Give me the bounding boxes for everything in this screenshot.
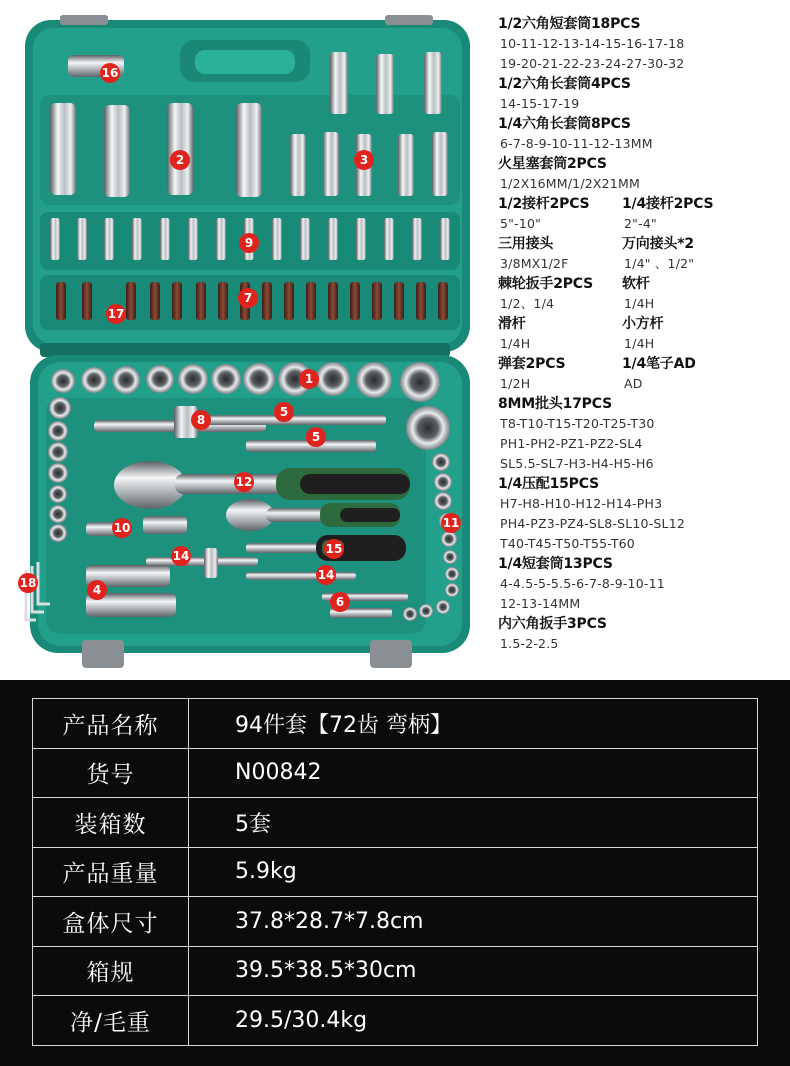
spec-line: 6-7-8-9-10-11-12-13MM <box>500 136 653 151</box>
info-row <box>33 996 758 1046</box>
info-label: 产品名称 <box>33 699 189 749</box>
spec-title: 1/4短套筒13PCS <box>498 556 613 572</box>
spec-line: 1/4H <box>624 336 655 351</box>
callout-number: 5 <box>311 430 321 444</box>
callout-14 <box>316 565 336 585</box>
spec-line: 14-15-17-19 <box>500 96 580 111</box>
spec-title: 万向接头*2 <box>622 236 694 252</box>
info-row <box>33 699 758 749</box>
spec-title: 内六角扳手3PCS <box>498 616 607 632</box>
spec-line: 10-11-12-13-14-15-16-17-18 <box>500 36 685 51</box>
spec-block <box>498 234 786 274</box>
spec-block <box>498 394 786 474</box>
callout-2 <box>170 150 190 170</box>
spec-block <box>498 474 786 554</box>
info-label: 装箱数 <box>33 798 189 848</box>
callout-number: 14 <box>317 568 335 582</box>
spec-block <box>498 554 786 614</box>
spec-title: 1/4笔子AD <box>622 356 696 372</box>
info-label: 产品重量 <box>33 847 189 897</box>
spec-line: 1/4H <box>500 336 531 351</box>
spec-line: 4-4.5-5-5.5-6-7-8-9-10-11 <box>500 576 665 591</box>
spec-line: 1/4" 、1/2" <box>624 256 695 271</box>
spec-line: 1/2X16MM/1/2X21MM <box>500 176 640 191</box>
callout-number: 10 <box>113 521 131 535</box>
info-value: N00842 <box>189 748 758 798</box>
callout-17 <box>106 304 126 324</box>
product-info-table <box>32 698 758 1046</box>
info-row <box>33 897 758 947</box>
callout-number: 9 <box>244 236 254 250</box>
spec-block <box>498 154 786 194</box>
spec-line: 2"-4" <box>624 216 657 231</box>
spec-list <box>498 14 786 654</box>
spec-line: H7-H8-H10-H12-H14-PH3 <box>500 496 663 511</box>
spec-block <box>498 74 786 114</box>
callout-number: 6 <box>335 595 345 609</box>
info-value: 5.9kg <box>189 847 758 897</box>
spec-title: 滑杆 <box>498 316 526 332</box>
case-hinge <box>40 343 450 357</box>
callout-number: 2 <box>175 153 185 167</box>
callout-number: 5 <box>279 405 289 419</box>
callout-15 <box>324 539 344 559</box>
callout-6 <box>330 592 350 612</box>
info-value: 37.8*28.7*7.8cm <box>189 897 758 947</box>
spec-line: 1/2、1/4 <box>500 296 555 311</box>
spec-line: PH4-PZ3-PZ4-SL8-SL10-SL12 <box>500 516 686 531</box>
callout-number: 11 <box>442 516 460 530</box>
callout-7 <box>238 288 258 308</box>
callout-4 <box>87 580 107 600</box>
info-label: 货号 <box>33 748 189 798</box>
spec-block <box>498 274 786 314</box>
spec-title: 1/2接杆2PCS <box>498 196 590 212</box>
info-value: 94件套【72齿 弯柄】 <box>189 699 758 749</box>
spec-title: 8MM批头17PCS <box>498 396 612 412</box>
spec-title: 火星塞套筒2PCS <box>498 156 607 172</box>
info-value: 39.5*38.5*30cm <box>189 946 758 996</box>
callout-11 <box>441 513 461 533</box>
callout-number: 7 <box>243 291 253 305</box>
top-right-sockets <box>330 52 442 114</box>
spec-line: PH1-PH2-PZ1-PZ2-SL4 <box>500 436 643 451</box>
callout-number: 4 <box>92 583 102 597</box>
spec-title: 1/2六角长套筒4PCS <box>498 76 631 92</box>
spec-line: SL5.5-SL7-H3-H4-H5-H6 <box>500 456 654 471</box>
callout-14 <box>171 546 191 566</box>
spec-block <box>498 114 786 154</box>
callout-number: 15 <box>325 542 343 556</box>
spec-title: 1/4压配15PCS <box>498 476 599 492</box>
callout-number: 12 <box>235 475 253 489</box>
callout-5 <box>274 402 294 422</box>
spec-title: 1/4六角长套筒8PCS <box>498 116 631 132</box>
info-row <box>33 847 758 897</box>
toolbox-illustration <box>0 0 495 680</box>
spec-line: T8-T10-T15-T20-T25-T30 <box>500 416 655 431</box>
spec-block <box>498 194 786 234</box>
callout-8 <box>191 410 211 430</box>
spec-line: 1.5-2-2.5 <box>500 636 559 651</box>
callout-18 <box>18 573 38 593</box>
spec-title: 三用接头 <box>498 236 554 252</box>
info-row <box>33 946 758 996</box>
callout-number: 1 <box>304 372 314 386</box>
spec-line: 19-20-21-22-23-24-27-30-32 <box>500 56 685 71</box>
spec-block <box>498 314 786 354</box>
callout-number: 18 <box>19 576 37 590</box>
callout-number: 14 <box>172 549 190 563</box>
callout-9 <box>239 233 259 253</box>
info-label: 净/毛重 <box>33 996 189 1046</box>
product-info-panel <box>0 680 790 1066</box>
spec-title: 弹套2PCS <box>498 356 566 372</box>
spec-title: 1/4接杆2PCS <box>622 196 714 212</box>
info-value: 29.5/30.4kg <box>189 996 758 1046</box>
spec-title: 1/2六角短套筒18PCS <box>498 16 641 32</box>
spec-line: 1/4H <box>624 296 655 311</box>
callout-12 <box>234 472 254 492</box>
callout-10 <box>112 518 132 538</box>
spec-line: 1/2H <box>500 376 531 391</box>
spec-line: 3/8MX1/2F <box>500 256 569 271</box>
callout-number: 16 <box>101 66 119 80</box>
callout-5 <box>306 427 326 447</box>
callout-number: 3 <box>359 153 369 167</box>
callout-1 <box>299 369 319 389</box>
spec-line: 5"-10" <box>500 216 542 231</box>
spec-block <box>498 354 786 394</box>
spec-title: 棘轮扳手2PCS <box>498 276 594 292</box>
callout-number: 17 <box>107 307 125 321</box>
spec-line: T40-T45-T50-T55-T60 <box>500 536 635 551</box>
info-row <box>33 798 758 848</box>
spec-title: 软杆 <box>622 276 650 292</box>
spec-line: AD <box>624 376 643 391</box>
info-label: 箱规 <box>33 946 189 996</box>
spec-block <box>498 14 786 74</box>
callout-16 <box>100 63 120 83</box>
spec-title: 小方杆 <box>622 316 664 332</box>
callout-3 <box>354 150 374 170</box>
callout-number: 8 <box>196 413 206 427</box>
info-label: 盒体尺寸 <box>33 897 189 947</box>
info-value: 5套 <box>189 798 758 848</box>
spec-block <box>498 614 786 654</box>
info-row <box>33 748 758 798</box>
spec-line: 12-13-14MM <box>500 596 581 611</box>
